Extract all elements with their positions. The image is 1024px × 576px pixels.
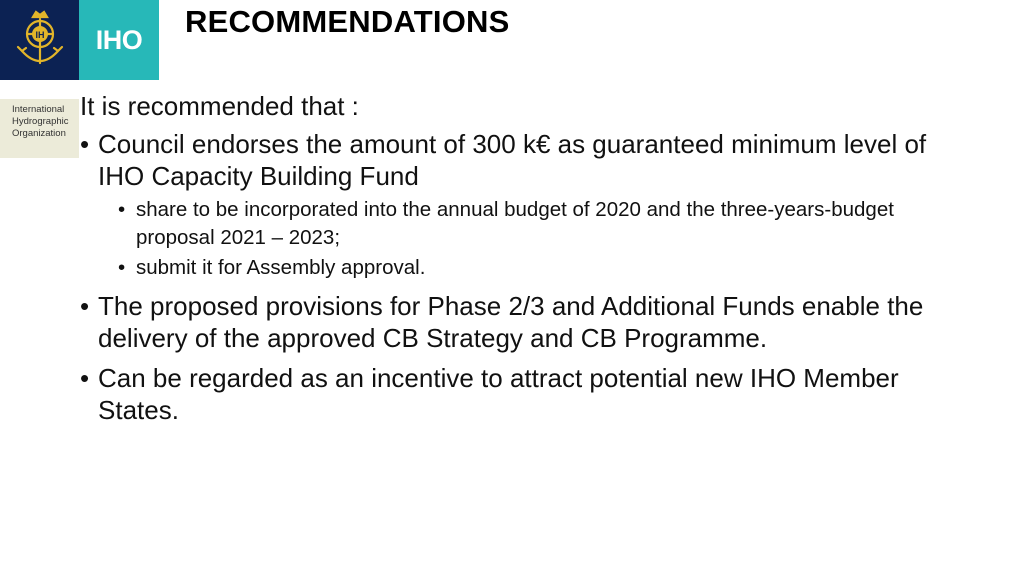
slide-title: RECOMMENDATIONS (185, 4, 510, 39)
org-name-line: Hydrographic (12, 116, 69, 127)
iho-emblem-logo (0, 0, 79, 80)
bullet-text: The proposed provisions for Phase 2/3 and Additional Funds enable the delivery of the approved CB Strategy and CB Programme. (98, 290, 924, 353)
bullet-item (79, 128, 969, 282)
org-name-line: International (12, 104, 65, 115)
iho-logo (79, 0, 159, 80)
bullet-text: Council endorses the amount of 300 k€ as guaranteed minimum level of IHO Capacity Building Fund (98, 129, 927, 191)
intro-text: It is recommended that : (80, 91, 359, 121)
svg-text:IH: IH (35, 30, 44, 40)
bullet-item (79, 290, 969, 354)
slide-content (79, 88, 969, 434)
sub-bullet-item: • share to be incorporated into the annual budget of 2020 and the three-years-budget proposal 2021 – 2023; (98, 196, 969, 251)
sub-bullet-item: • submit it for Assembly approval. (98, 254, 969, 282)
bullet-text: Can be regarded as an incentive to attract potential new IHO Member States. (98, 362, 899, 425)
bullet-item (79, 362, 969, 426)
iho-logo-text: IHO (95, 24, 143, 55)
sub-bullet-list (98, 196, 969, 282)
org-name (12, 104, 78, 140)
bullet-list (79, 128, 969, 426)
anchor-crest-icon (10, 7, 70, 73)
org-name-line: Organization (12, 128, 66, 139)
